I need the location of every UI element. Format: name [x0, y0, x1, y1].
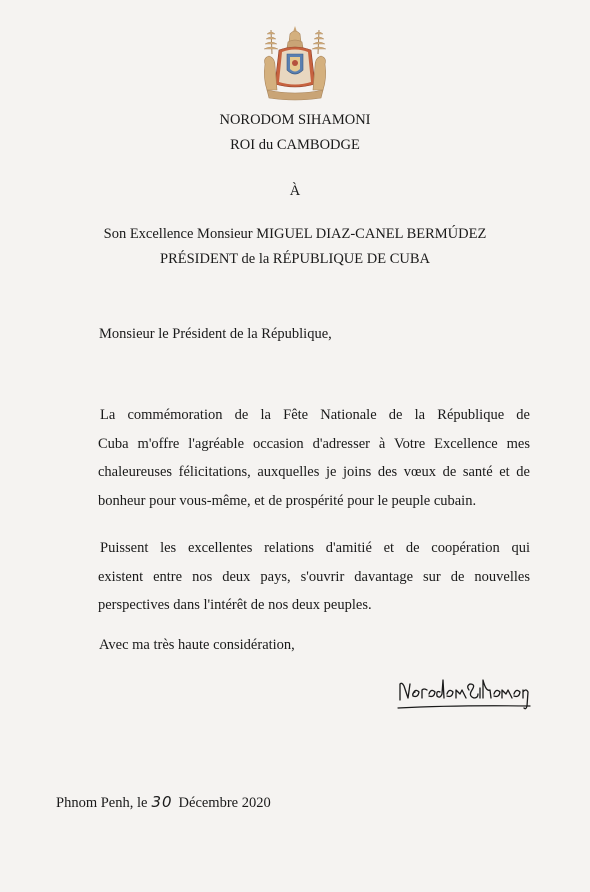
sender-title: ROI du CAMBODGE — [230, 137, 360, 153]
paragraph-2-line: perspectives dans l'intérêt de nos deux peuples. — [98, 597, 372, 613]
paragraph-2 — [98, 534, 530, 620]
paragraph-2-line: Puissent les excellentes relations d'amitié et de coopération qui — [100, 540, 530, 556]
dateline-place: Phnom Penh, le — [56, 795, 148, 811]
royal-crest-icon — [257, 24, 333, 102]
paragraph-1-line: chaleureuses félicitations, auxquelles je joins des vœux de santé et de — [98, 464, 530, 480]
address-to: À — [289, 183, 301, 199]
closing: Avec ma très haute considération, — [99, 637, 295, 653]
dateline-month-year: Décembre 2020 — [178, 795, 271, 811]
sender-name: NORODOM SIHAMONI — [219, 112, 371, 128]
dateline — [56, 793, 271, 812]
paragraph-1-line: La commémoration de la Fête Nationale de la République de — [100, 407, 530, 423]
salutation: Monsieur le Président de la République, — [99, 326, 332, 342]
handwritten-signature — [396, 672, 532, 714]
paragraph-1-line: bonheur pour vous-même, et de prospérité pour le peuple cubain. — [98, 492, 477, 509]
dateline-day: 30 — [151, 793, 173, 811]
paragraph-2-line: existent entre nos deux pays, s'ouvrir davantage sur de nouvelles — [98, 568, 530, 585]
recipient-line-2: PRÉSIDENT de la RÉPUBLIQUE DE CUBA — [160, 251, 430, 267]
paragraph-1-line: Cuba m'offre l'agréable occasion d'adresser à Votre Excellence mes — [98, 435, 530, 452]
paragraph-1 — [98, 401, 530, 515]
recipient-line-1: Son Excellence Monsieur MIGUEL DIAZ-CANEL BERMÚDEZ — [103, 226, 487, 242]
